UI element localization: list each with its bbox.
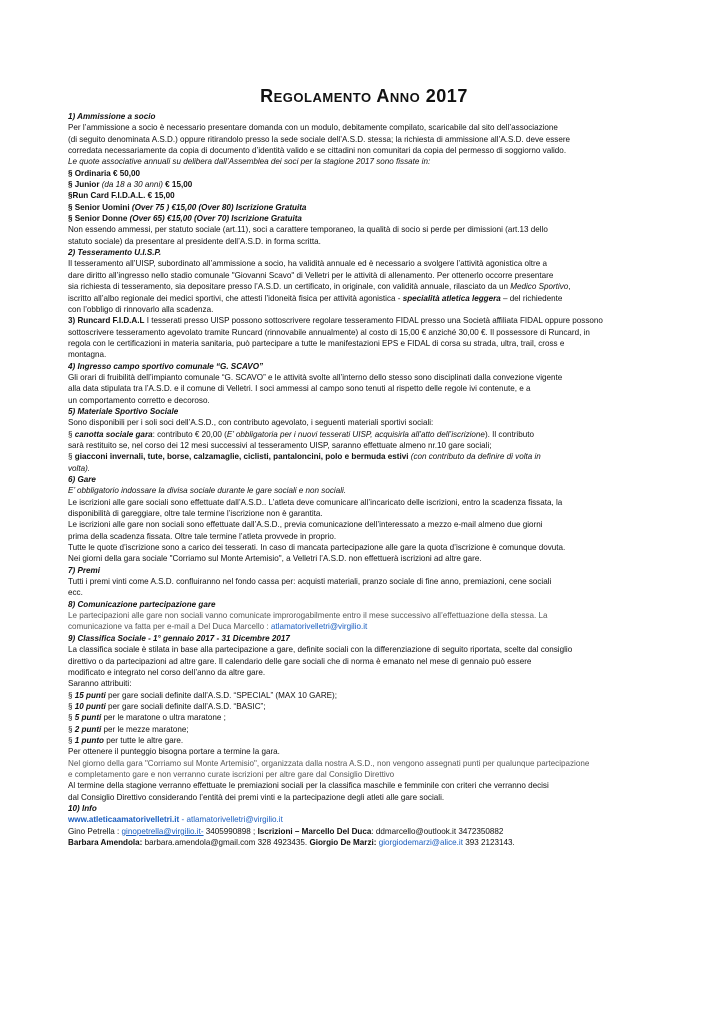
points-value: 2 punti (74, 724, 102, 734)
fee-senior-women-detail: (Over 65) €15,00 (Over 70) Iscrizione Gratuita (129, 214, 302, 224)
section-6-line: Le iscrizioni alle gare sociali sono effettuate dall’A.S.D.. L’atleta deve comunicare all’incaricato delle iscrizioni, entro la scadenza fissata, la (68, 497, 563, 507)
points-text: per gare sociali definite dall’A.S.D. “SPECIAL” (MAX 10 GARE); (105, 690, 338, 700)
section-6-heading: 6) Gare (68, 475, 96, 484)
points-bullet: § (68, 735, 75, 745)
section-8-line (68, 621, 660, 632)
fee-junior-price: € 15,00 (162, 180, 193, 190)
points-text: per le mezze maratone; (101, 724, 189, 734)
section-1-line: Per l’ammissione a socio è necessario presentare domanda con un modulo, debitamente compilato, scaricabile dal sito dell’associazione (68, 123, 558, 133)
fee-senior-women-label: § Senior Donne (68, 214, 130, 224)
section-8-heading: 8) Comunicazione partecipazione gare (68, 599, 216, 609)
website-email[interactable]: - atlamatorivelletri@virgilio.it (179, 815, 283, 825)
points-item (68, 724, 660, 735)
section-9-line: Al termine della stagione verranno effettuate le premiazioni sociali per la classifica maschile e femminile con criteri che verranno decisi (68, 781, 549, 791)
points-bullet: § (68, 690, 75, 700)
section-5-line: sarà restituito se, nel corso dei 12 mesi successivi al tesseramento UISP, saranno effettuate almeno nr.10 gare sociali; (68, 440, 492, 450)
section-5-line (68, 451, 660, 462)
section-3-line: regola con le certificazioni in materia sanitaria, può partecipare a tutte le manifestazioni EPS e FIDAL di corsa su strada, ultra, trail, cross e (68, 338, 565, 348)
points-text: per tutte le altre gare. (104, 735, 184, 745)
points-item (68, 701, 660, 712)
section-5-text: : contributo € 20,00 ( (152, 429, 227, 439)
points-item (68, 735, 660, 746)
fee-senior-men (68, 202, 660, 213)
fee-senior-men-detail: (Over 75 ) €15,00 (Over 80) Iscrizione Gratuita (131, 202, 307, 212)
fee-ordinaria: § Ordinaria € 50,00 (68, 168, 140, 178)
section-1-line: (di seguito denominata A.S.D.) oppure ritirandolo presso la sede sociale dell’A.S.D. stessa; la richiesta di ammissione all’A.S.D. deve essere (68, 134, 571, 144)
points-value: 10 punti (74, 701, 106, 711)
fee-senior-men-label: § Senior Uomini (68, 202, 132, 212)
section-5-line (68, 429, 660, 440)
section-5-text: § (68, 452, 75, 462)
section-7-line: ecc. (68, 588, 83, 598)
section-5-line: volta). (68, 463, 91, 473)
section-9-line: Per ottenere il punteggio bisogna portare a termine la gara. (68, 747, 280, 757)
section-10-heading: 10) Info (68, 803, 97, 813)
section-9-heading: 9) Classifica Sociale - 1° gennaio 2017 - 31 Dicembre 2017 (68, 633, 290, 643)
section-6-line: E’ obbligatorio indossare la divisa sociale durante le gare sociali e non sociali. (68, 486, 347, 496)
section-5-heading: 5) Materiale Sportivo Sociale (68, 406, 179, 416)
document-page (68, 86, 660, 848)
website-link[interactable]: www.atleticaamatorivelletri.it (68, 815, 180, 825)
section-3-text: I tesserati presso UISP possono sottoscrivere regolare tesseramento FIDAL presso una Società affiliata FIDAL oppure possono (144, 316, 603, 326)
section-9-line: La classifica sociale è stilata in base alla partecipazione a gare, definite sociali con la differenziazione di seguito riportata, scelte dal consiglio (68, 645, 573, 655)
section-1-heading: 1) Ammissione a socio (68, 112, 156, 121)
section-1-line: Non essendo ammessi, per statuto sociale (art.11), soci a carattere temporaneo, la qualità di socio si perde per dimissioni (art.13 dello (68, 225, 548, 235)
section-8-line: Le partecipazioni alle gare non sociali vanno comunicate improrogabilmente entro il mese successivo all’effettuazione della stessa. La (68, 611, 548, 621)
section-4-line: un comportamento corretto e decoroso. (68, 395, 210, 405)
section-5-note: (con contributo da definire di volta in (408, 452, 541, 462)
section-8-text: comunicazione va fatta per e-mail a Del Duca Marcello : (68, 622, 271, 632)
section-9-line: Saranno attribuiti: (68, 679, 132, 689)
section-2-line: con l’obbligo di rinnovarlo alla scadenza. (68, 304, 214, 314)
contact-name: Gino Petrella : (68, 826, 122, 836)
contact-line (68, 826, 660, 837)
section-9-line: direttivo o da partecipazioni ad altre gare. Il calendario delle gare sociali che di norma è emanato nel mese di gennaio può essere (68, 656, 532, 666)
section-4-heading: 4) Ingresso campo sportivo comunale “G. SCAVO” (68, 361, 264, 371)
section-2-text: – del richiedente (500, 293, 563, 303)
fee-senior-women (68, 213, 660, 224)
points-bullet: § (68, 713, 75, 723)
section-1-line: statuto sociale) da presentare al presidente dell’A.S.D. in forma scritta. (68, 236, 321, 246)
section-5-emph: canotta sociale gara (74, 429, 153, 439)
points-item (68, 690, 660, 701)
contact-phone: 3405990898 ; (203, 826, 258, 836)
section-5-note: E’ obbligatoria per i nuovi tesserati UISP, acquisirla all’atto dell’iscrizione (226, 429, 485, 439)
section-1-line: corredata necessariamente da copia di documento d’identità valido e se cittadini non comunitari da copia del permesso di soggiorno valido. (68, 146, 567, 156)
section-9-line: Nel giorno della gara "Corriamo sul Monte Artemisio", organizzata dalla nostra A.S.D., non vengono assegnati punti per qualunque partecipazione (68, 758, 590, 768)
fee-junior-age: (da 18 a 30 anni) (101, 180, 163, 190)
section-7-heading: 7) Premi (68, 565, 100, 575)
section-5-emph: giacconi invernali, tute, borse, calzamaglie, ciclisti, pantaloncini, polo e bermuda estivi (74, 452, 409, 462)
section-2-text: iscritto all’albo regionale dei medici sportivi, che attesti l’idoneità fisica per attività agonistica - (68, 293, 403, 303)
fee-runcard: §Run Card F.I.D.A.L. € 15,00 (68, 191, 175, 201)
section-2-line (68, 281, 660, 292)
section-9-line: dal Consiglio Direttivo considerando l’entità dei premi vinti e la partecipazione degli atleti alle gare sociali. (68, 792, 445, 802)
fee-junior-label: § Junior (68, 180, 102, 190)
section-5-text: § (68, 429, 75, 439)
email-link[interactable]: atlamatorivelletri@virgilio.it (270, 622, 368, 632)
section-3-line (68, 315, 660, 326)
section-2-heading: 2) Tesseramento U.I.S.P. (68, 248, 162, 258)
section-4-line: Gli orari di fruibilità dell’impianto comunale “G. SCAVO” e le attività svolte all’interno dello stesso sono disciplinati dalla convezione vigente (68, 372, 563, 382)
points-item (68, 712, 660, 723)
contact-phone: 393 2123143. (462, 838, 515, 847)
contact-details: barbara.amendola@gmail.com 328 4923435. (142, 838, 310, 847)
points-value: 5 punti (74, 713, 102, 723)
points-value: 1 punto (74, 735, 104, 745)
section-6-line: Le iscrizioni alle gare non sociali sono effettuate dall’A.S.D., previa comunicazione dell’interessato a mezzo e-mail almeno due giorni (68, 520, 543, 530)
contact-line (68, 837, 660, 848)
points-value: 15 punti (74, 690, 106, 700)
section-3-line: sottoscrivere tesseramento agevolato tramite Runcard (rinnovabile annualmente) al costo di 15,00 € anziché 30,00 €. Il possessore di Runcard, in (68, 327, 590, 337)
section-2-line: dare diritto all’ingresso nello stadio comunale "Giovanni Scavo" di Velletri per le attività di allenamento. Per ottenerlo occorre presentare (68, 270, 554, 280)
section-6-line: disponibilità di gareggiare, oltre tale termine l’iscrizione non è garantita. (68, 509, 323, 519)
website-line (68, 814, 660, 825)
section-6-line: Tutte le quote d’iscrizione sono a carico dei tesserati. In caso di mancata partecipazione alle gare la quota d’iscrizione è comunque dovuta. (68, 543, 566, 553)
section-2-emph: Medico Sportivo (510, 282, 569, 292)
section-3-line: montagna. (68, 350, 107, 360)
page-title: Regolamento Anno 2017 (260, 86, 468, 106)
points-text: per gare sociali definite dall’A.S.D. “BASIC”; (105, 701, 266, 711)
contact-details: : ddmarcello@outlook.it 3472350882 (371, 826, 504, 836)
section-1-line: Le quote associative annuali su delibera dall’Assemblea dei soci per la stagione 2017 sono fissate in: (68, 157, 431, 167)
section-2-text: sia richiesta di tesseramento, sia depositare presso l’A.S.D. un certificato, in originale, con validità annuale, rilasciato da un (68, 282, 511, 292)
contact-name: Iscrizioni – Marcello Del Duca (257, 826, 372, 836)
section-2-line: Il tesseramento all’UISP, subordinato all’ammissione a socio, ha validità annuale ed è necessario a svolgere l’attività agonistica oltre a (68, 259, 547, 269)
section-5-text: ). Il contributo (484, 429, 534, 439)
contact-email-link[interactable]: ginopetrella@virgilio.it- (121, 826, 204, 836)
section-5-line: Sono disponibili per i soli soci dell’A.S.D., con contributo agevolato, i seguenti materiali sportivi sociali: (68, 418, 434, 428)
contact-email-link[interactable]: giorgiodemarzi@alice.it (376, 838, 463, 847)
section-9-line: e completamento gare e non verranno curate iscrizioni per altre gare dal Consiglio Direttivo (68, 769, 395, 779)
section-2-text: , (568, 282, 571, 292)
section-3-heading: 3) Runcard F.I.D.A.L (68, 316, 145, 326)
section-6-line: Nei giorni della gara sociale "Corriamo sul Monte Artemisio", a Velletri l’A.S.D. non effettuerà iscrizioni ad altre gare. (68, 554, 482, 564)
section-2-line (68, 293, 660, 304)
contact-name: Barbara Amendola: (68, 838, 143, 847)
section-4-line: alla data stipulata tra l’A.S.D. e il comune di Velletri. I soci ammessi al campo sono tenuti al rispetto delle regole ivi contenute, e a (68, 384, 531, 394)
points-bullet: § (68, 701, 75, 711)
section-9-line: modificato e integrato nel corso dell’anno da altre gare. (68, 667, 266, 677)
points-bullet: § (68, 724, 75, 734)
section-6-line: prima della scadenza fissata. Oltre tale termine l’atleta provvede in proprio. (68, 531, 337, 541)
section-2-emph: specialità atletica leggera (402, 293, 501, 303)
contact-name: Giorgio De Marzi: (309, 838, 377, 847)
fee-junior (68, 179, 660, 190)
points-text: per le maratone o ultra maratone ; (101, 713, 226, 723)
section-7-line: Tutti i premi vinti come A.S.D. confluiranno nel fondo cassa per: acquisti materiali, pranzo sociale di fine anno, premiazioni, cene sociali (68, 577, 552, 587)
